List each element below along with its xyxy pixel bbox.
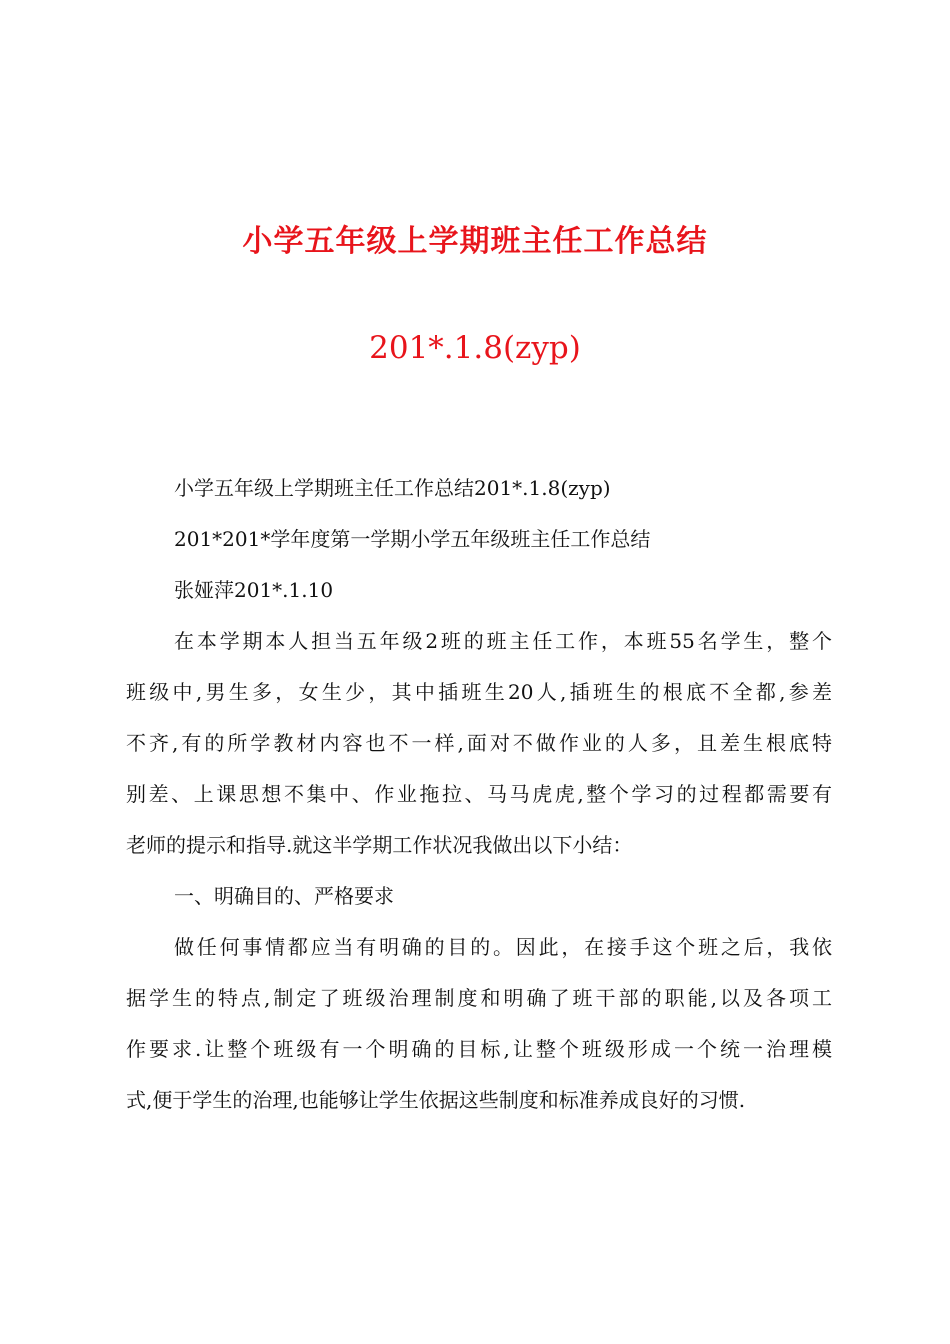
body-line: 式,便于学生的治理,也能够让学生依据这些制度和标准养成良好的习惯.: [126, 1088, 746, 1112]
body-line: 别差、上课思想不集中、作业拖拉、马马虎虎,整个学习的过程都需要有: [126, 782, 832, 806]
body-line: 在本学期本人担当五年级2班的班主任工作，本班55名学生，整个: [174, 629, 832, 653]
body-line: 不齐,有的所学教材内容也不一样,面对不做作业的人多，且差生根底特: [126, 731, 832, 755]
body-line: 据学生的特点,制定了班级治理制度和明确了班干部的职能,以及各项工: [126, 986, 832, 1010]
body-line: 班级中,男生多，女生少，其中插班生20人,插班生的根底不全都,参差: [126, 680, 832, 704]
body-line: 做任何事情都应当有明确的目的。因此，在接手这个班之后，我依: [174, 935, 832, 959]
body-line: 201*201*学年度第一学期小学五年级班主任工作总结: [174, 527, 651, 551]
document-date-line: 201*.1.8(zyp): [369, 330, 581, 366]
body-line: 小学五年级上学期班主任工作总结201*.1.8(zyp): [174, 476, 611, 500]
body-line: 老师的提示和指导.就这半学期工作状况我做出以下小结：: [126, 833, 633, 857]
body-line: 作要求.让整个班级有一个明确的目标,让整个班级形成一个统一治理模: [126, 1037, 832, 1061]
body-line: 张娅萍201*.1.10: [174, 578, 334, 602]
document-title: 小学五年级上学期班主任工作总结: [242, 224, 708, 259]
document-body: [126, 463, 832, 1126]
section-heading: 一、明确目的、严格要求: [174, 884, 394, 908]
